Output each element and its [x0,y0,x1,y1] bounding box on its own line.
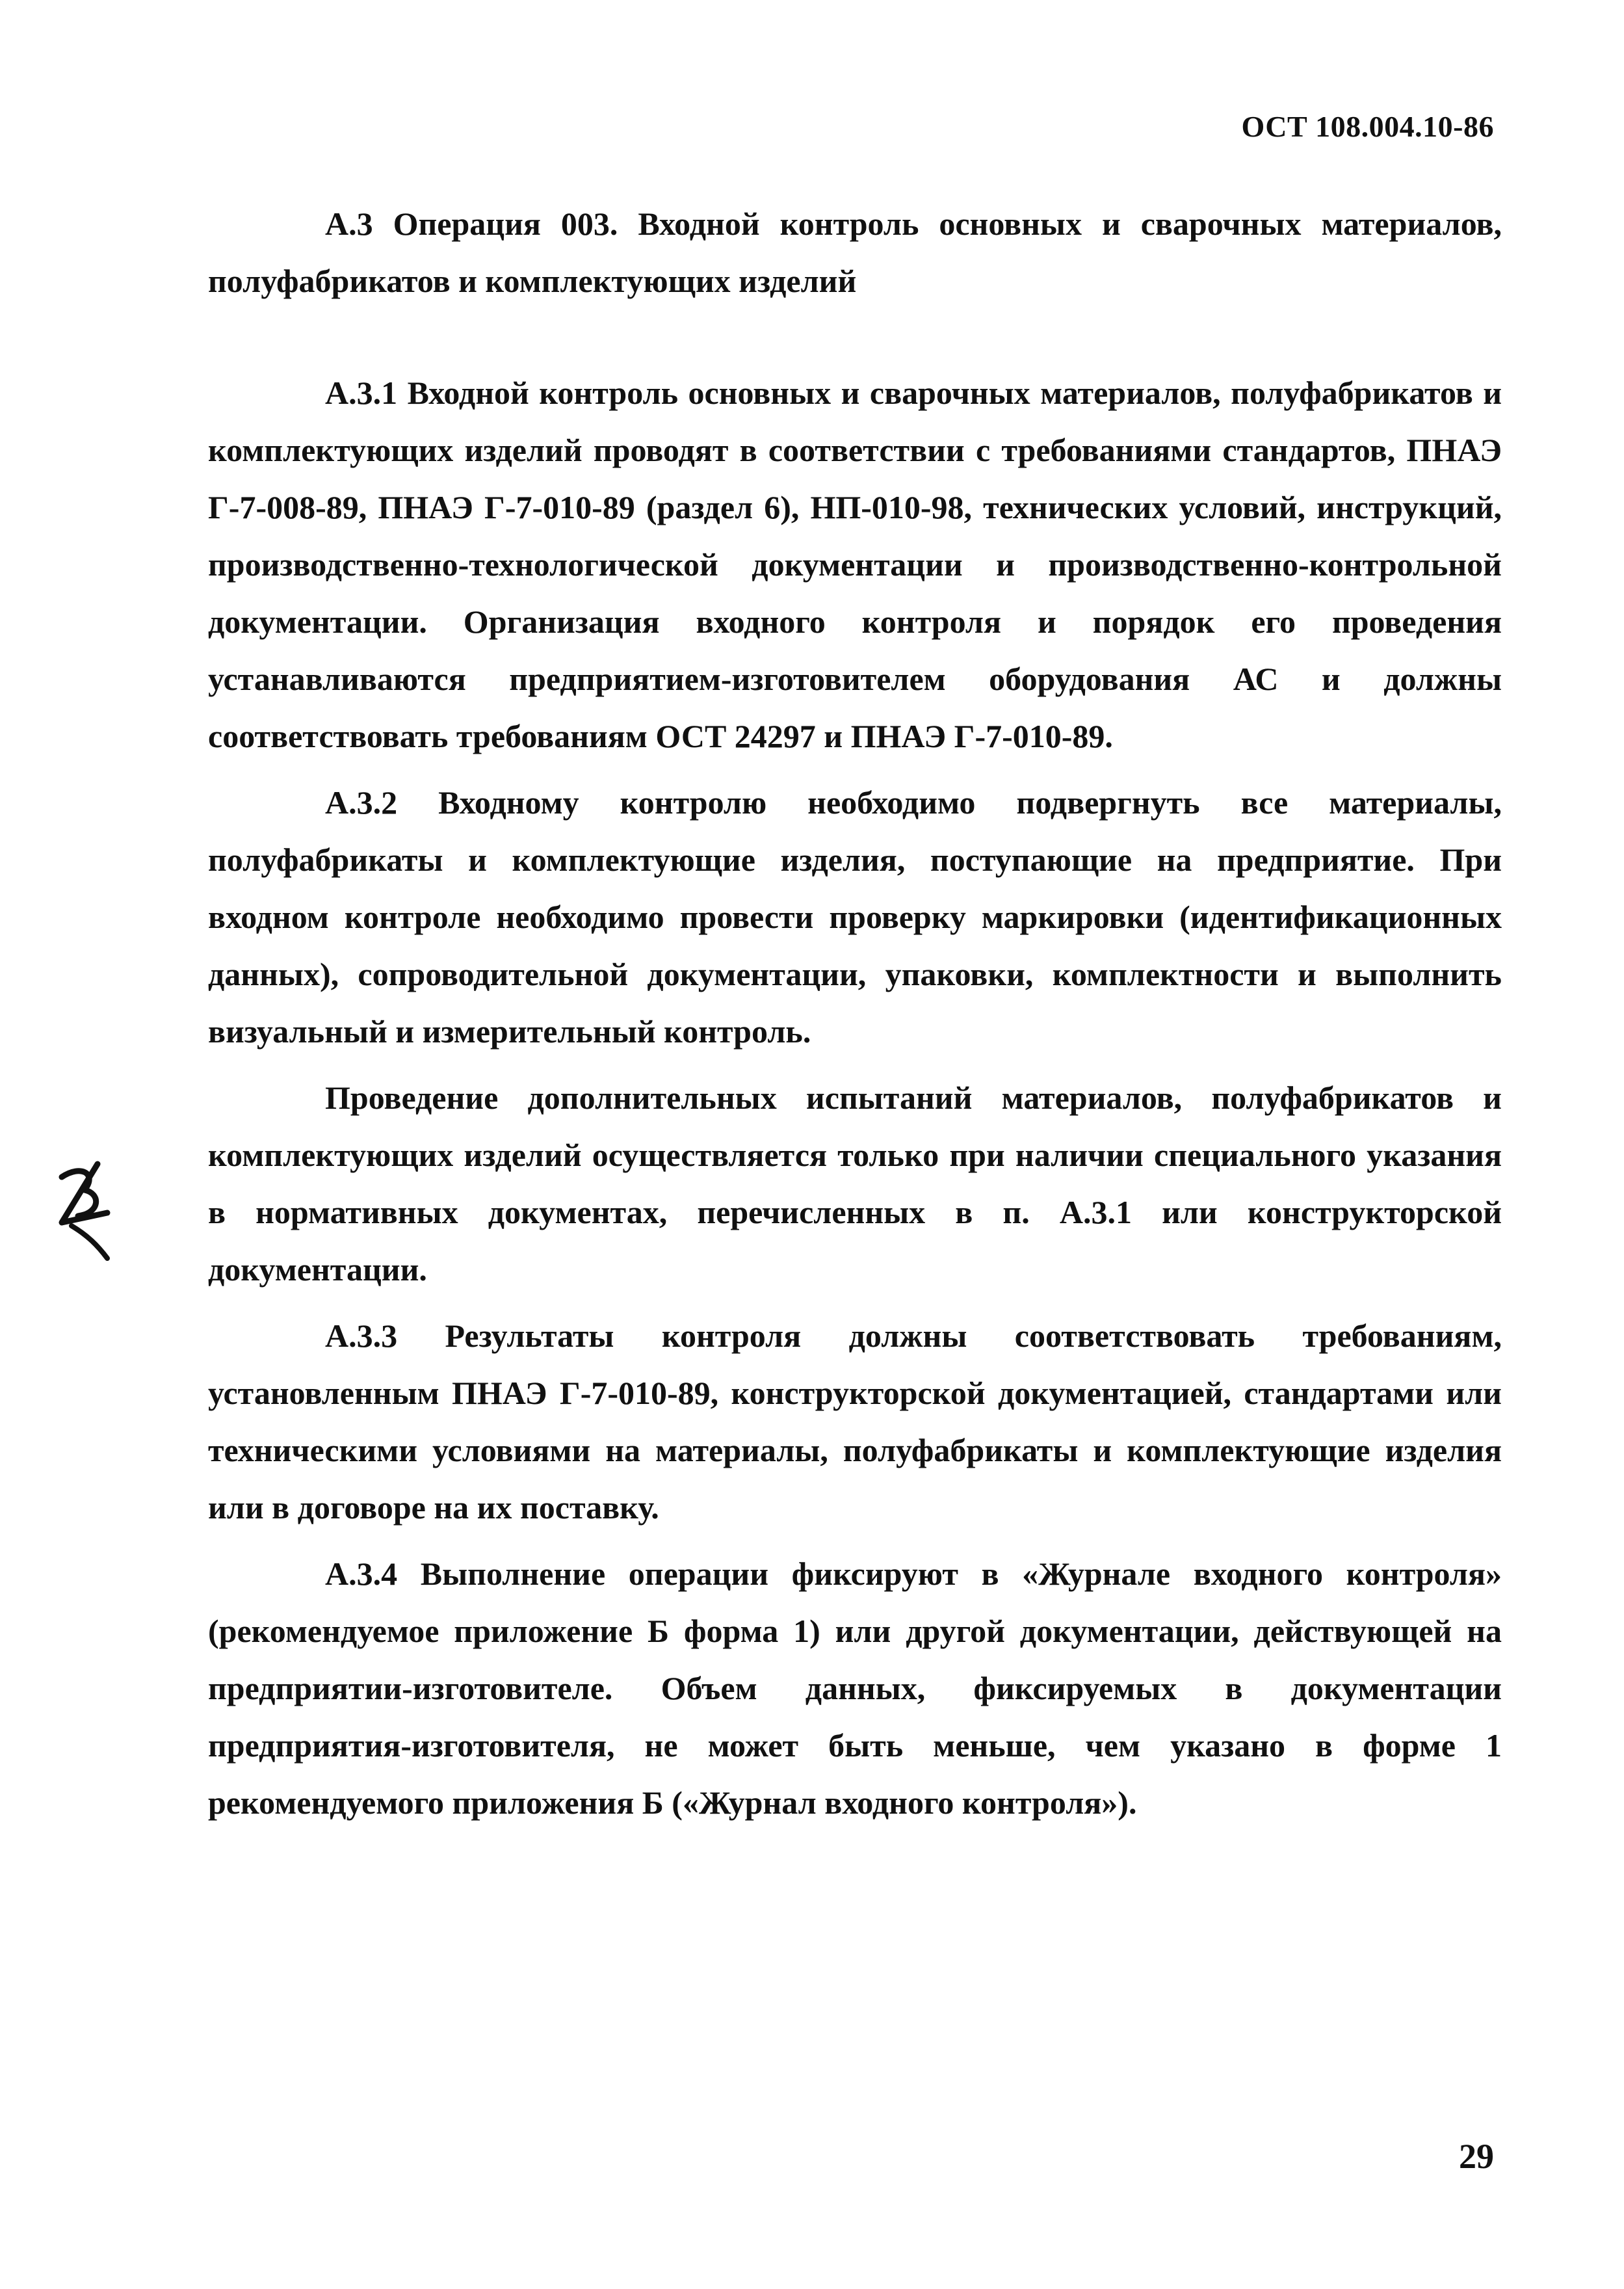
page-number: 29 [1459,2137,1494,2176]
paragraph-a3-2-additional: Проведение дополнительных испытаний материалов, полуфабрикатов и комплектующих изделий осуществляется только при наличии специального указания в нормативных документах, перечисленных в п. А.3.1 или конструкторской документации. [208,1079,1502,1288]
section-a3-title: А.3 Операция 003. Входной контроль основных и сварочных материалов, полуфабрикатов и комплектующих изделий [208,205,1502,299]
handwritten-mark-icon [36,1151,133,1268]
paragraph-a3-3: А.3.3 Результаты контроля должны соответствовать требованиям, установленным ПНАЭ Г-7-010-89, конструкторской документацией, стандартами или техническими условиями на материалы, полуфабрикаты и комплектующие изделия или в договоре на их поставку. [208,1317,1502,1526]
document-code: ОСТ 108.004.10-86 [1241,110,1494,143]
section-a3-body [208,364,1502,1831]
section-a3 [208,195,1502,310]
paragraph-a3-1: А.3.1 Входной контроль основных и сварочных материалов, полуфабрикатов и комплектующих изделий проводят в соответствии с требованиями стандартов, ПНАЭ Г-7-008-89, ПНАЭ Г-7-010-89 (раздел 6), НП-010-98, технических условий, инструкций, производственно-технологической документации и производственно-контрольной документации. Организация входного контроля и порядок его проведения устанавливаются предприятием-изготовителем оборудования АС и должны соответствовать требованиям ОСТ 24297 и ПНАЭ Г-7-010-89. [208,375,1502,754]
paragraph-a3-4: А.3.4 Выполнение операции фиксируют в «Журнале входного контроля» (рекомендуемое приложение Б форма 1) или другой документации, действующей на предприятии-изготовителе. Объем данных, фиксируемых в документации предприятия-изготовителя, не может быть меньше, чем указано в форме 1 рекомендуемого приложения Б («Журнал входного контроля»). [208,1555,1502,1821]
paragraph-a3-2: А.3.2 Входному контролю необходимо подвергнуть все материалы, полуфабрикаты и комплектующие изделия, поступающие на предприятие. При входном контроле необходимо провести проверку маркировки (идентификационных данных), сопроводительной документации, упаковки, комплектности и выполнить визуальный и измерительный контроль. [208,784,1502,1050]
